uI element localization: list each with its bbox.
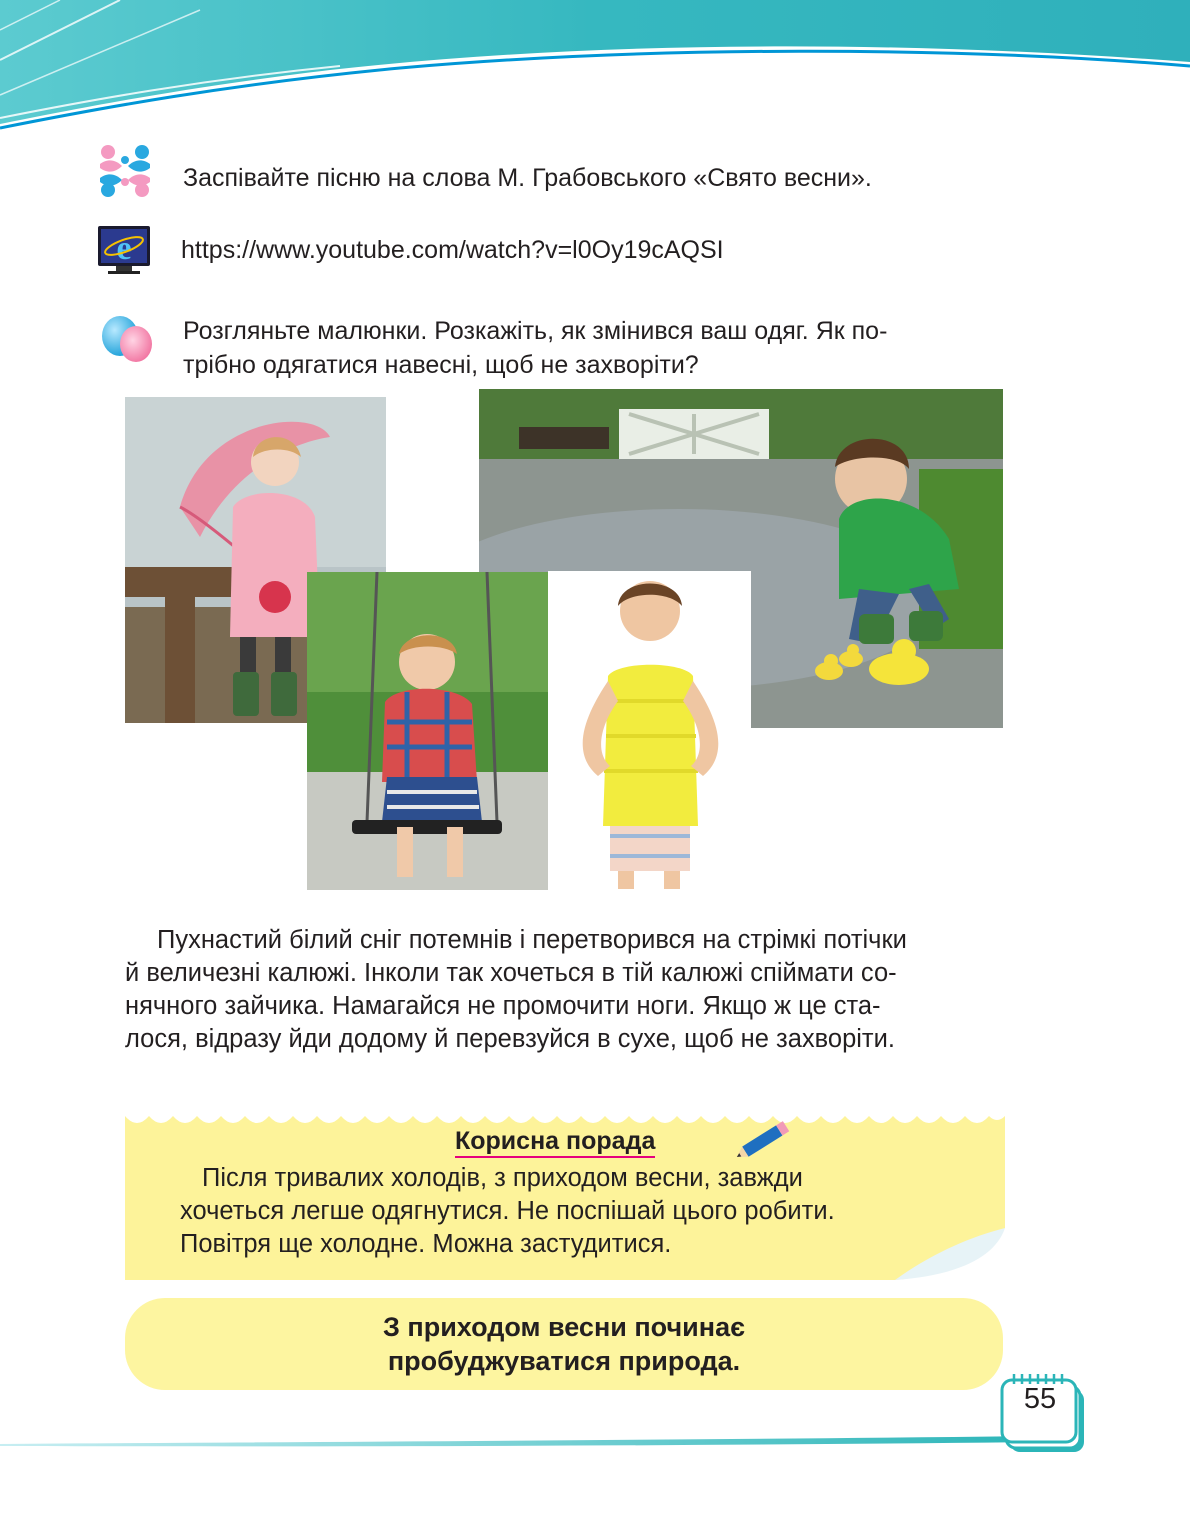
body-line-1: Пухнастий білий сніг потемнів і перетворився на стрімкі потічки [157,926,907,954]
body-line-2: й величезні калюжі. Інколи так хочеться в тій калюжі спіймати со- [125,959,897,987]
pencil-icon [732,1118,796,1162]
boy-on-swing-photo [307,572,548,890]
tip-title: Корисна порада [455,1126,655,1158]
summary-text [125,1310,1003,1378]
activity-discuss-line-2: трібно одягатися навесні, щоб не захворіти? [183,351,699,379]
tip-line-3: Повітря ще холодне. Можна застудитися. [180,1230,672,1258]
body-line-3: нячного зайчика. Намагайся не промочити ноги. Якщо ж це ста- [125,992,881,1020]
tip-text [180,1162,968,1261]
discussion-bubbles-icon [98,310,156,368]
bottom-rule [0,1432,1040,1450]
body-line-4: лося, відразу йди додому й перевзуйся в сухе, щоб не захворіти. [125,1025,895,1053]
activity-song-text: Заспівайте пісню на слова М. Грабовського «Свято весни». [183,164,872,192]
svg-text:e: e [116,230,132,267]
tip-line-1: Після тривалих холодів, з приходом весни, завжди [202,1164,803,1192]
body-paragraph [125,924,1003,1056]
page-number: 55 [1023,1383,1057,1415]
girl-in-yellow-top-photo [548,571,751,889]
group-song-icon [94,140,156,202]
tip-line-2: хочеться легше одягнутися. Не поспішай цього робити. [180,1197,835,1225]
header-wave [0,0,1190,140]
summary-line-2: пробуджуватися природа. [387,1346,741,1376]
internet-explorer-icon [96,224,152,276]
video-link[interactable]: https://www.youtube.com/watch?v=l0Oy19cAQSI [181,236,724,264]
activity-discuss-text [183,314,1003,382]
activity-discuss-line-1: Розгляньте малюнки. Розкажіть, як змінився ваш одяг. Як по- [183,317,888,345]
summary-line-1: З приходом весни починає [382,1312,745,1342]
